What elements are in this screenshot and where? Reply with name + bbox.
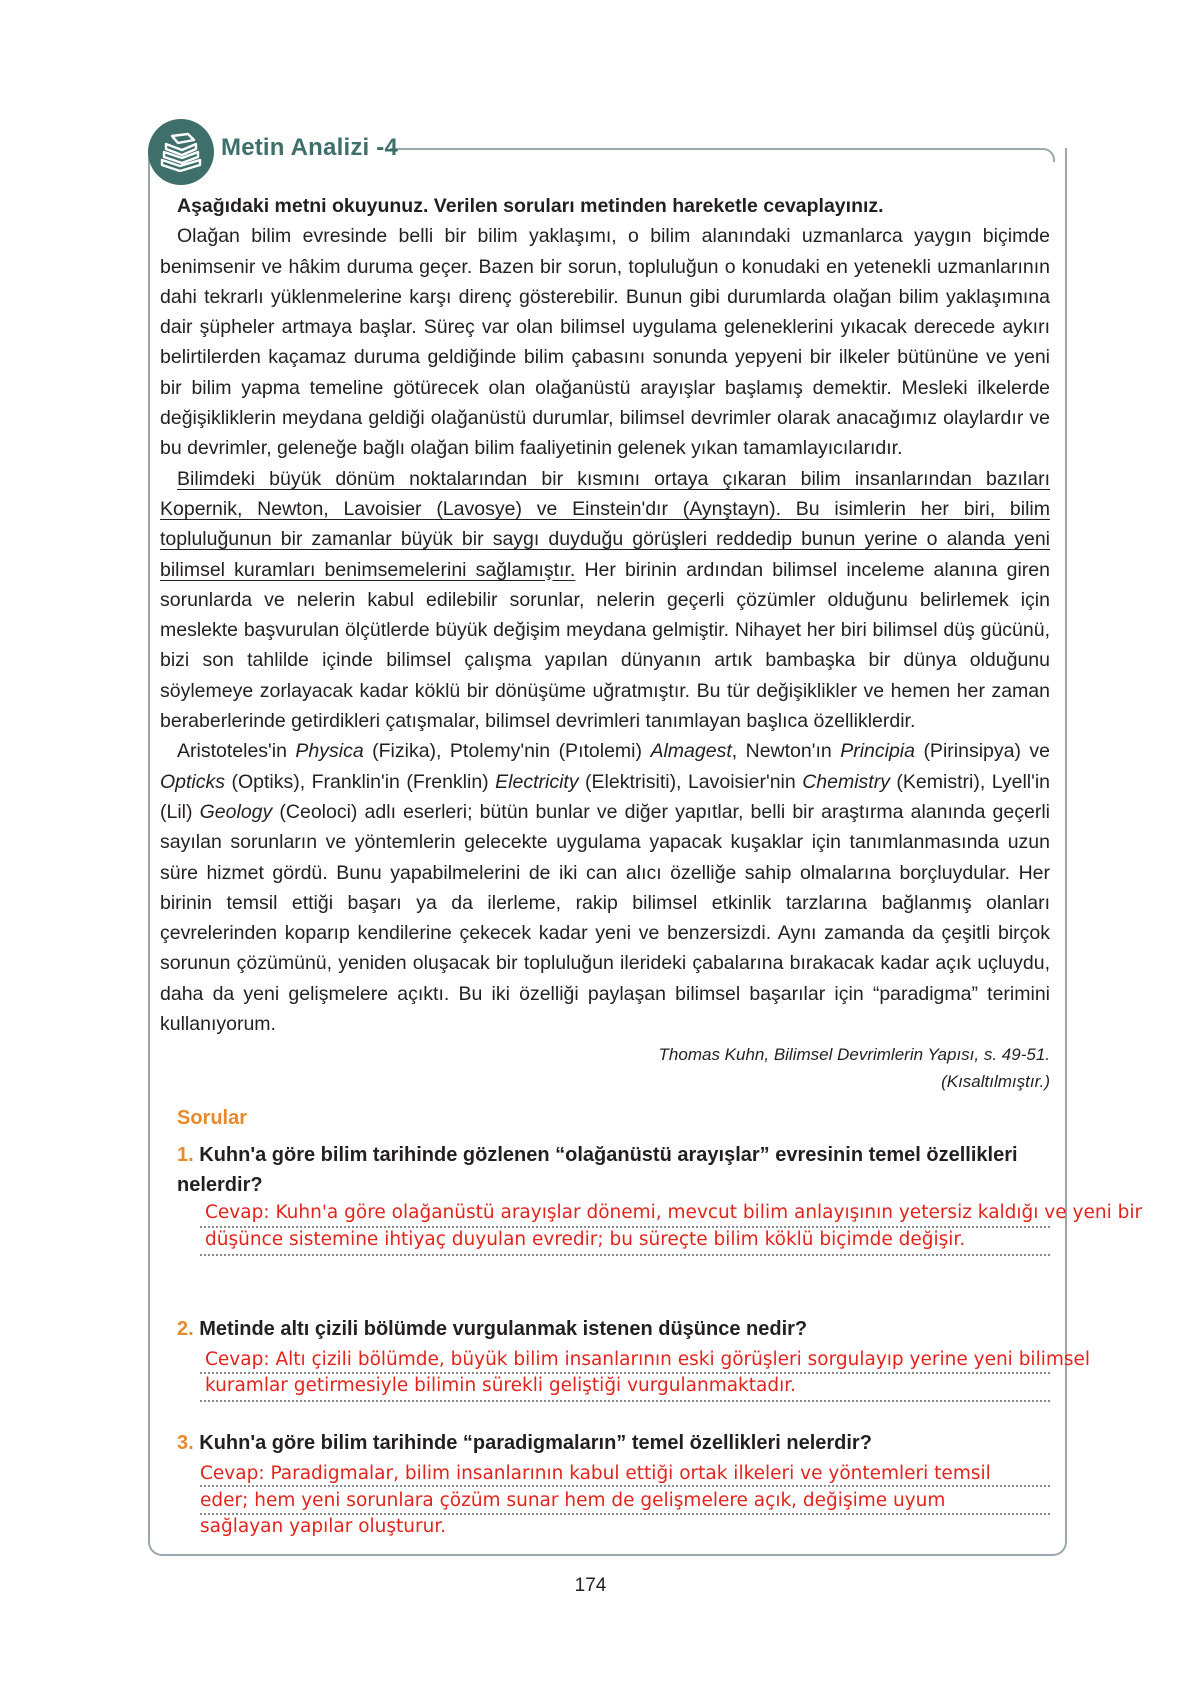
paragraph-3 bbox=[160, 736, 1050, 1039]
book-title: Chemistry bbox=[802, 770, 890, 793]
p3-text: (Optiks), Franklin'in (Frenklin) bbox=[225, 770, 496, 793]
p3-text: (Pirinsipya) ve bbox=[914, 740, 1051, 763]
page-number: 174 bbox=[574, 1575, 607, 1596]
p3-text: , Newton'ın bbox=[731, 740, 841, 763]
p3-text: (Elektrisiti), Lavoisier'nin bbox=[578, 770, 803, 793]
question-number: 2. bbox=[177, 1317, 194, 1340]
answer-line[interactable] bbox=[200, 1254, 1050, 1256]
p3-text: (Fizika), Ptolemy'nin (Pıtolemi) bbox=[363, 740, 651, 763]
answer-2-line-2: kuramlar getirmesiyle bilimin sürekli geliştiği vurgulanmaktadır. bbox=[205, 1375, 797, 1396]
paragraph-2-rest: Her birinin ardından bilimsel inceleme alanına giren sorunlarda ve nelerin kabul edilebilir sorunlar, nelerin geçerli çözümler olduğunu belirlemek için meslekte başvurulan ölçütlerde büyük değişim meydana gelmiştir. Nihayet her biri bilimsel düş gücünü, bizi son tahlilde içinde bilimsel çalışma yapılan dünyanın artık bambaşka bir dünya olduğunu söylemeye zorlayacak kadar köklü bir dönüşüme uğratmıştır. Bu tür değişiklikler ve hemen her zaman beraberlerinde getirdikleri çatışmalar, bilimsel devrimleri tanımlayan başlıca özelliklerdir. bbox=[160, 558, 1050, 733]
p3-text: Aristoteles'in bbox=[177, 740, 296, 763]
question-1 bbox=[160, 1140, 1050, 1200]
book-title: Opticks bbox=[160, 770, 226, 793]
source-note: (Kısaltılmıştır.) bbox=[941, 1072, 1050, 1092]
book-title: Electricity bbox=[495, 770, 579, 793]
text-body bbox=[160, 191, 1050, 1458]
answer-1-line-2: düşünce sistemine ihtiyaç duyulan evredir; bu süreçte bilim köklü biçimde değişir. bbox=[205, 1229, 966, 1250]
source-citation: Thomas Kuhn, Bilimsel Devrimlerin Yapısı, s. 49-51. bbox=[658, 1045, 1050, 1065]
question-text: Metinde altı çizili bölümde vurgulanmak istenen düşünce nedir? bbox=[199, 1317, 808, 1340]
p3-text: (Ceoloci) adlı eserleri; bütün bunlar ve diğer yapıtlar, belli bir araştırma alanında geçerli sayılan sorunların ve yöntemlerin gelecekte uygulama yapacak kuşaklar için tanımlanmasında uzun süre hizmet gördü. Bunu yapabilmelerini de iki can alıcı özelliğe sahip olmalarına borçluydular. Her birinin temsil ettiği başarı ya da ilerleme, rakip bilimsel etkinlik tarzlarına bağlanmış olanları çevrelerinden koparıp kendilerine çekecek kadar yeni ve benzersizdi. Aynı zamanda da çeşitli birçok sorunun çözümünü, yeniden oluşacak bir topluluğun ilerideki çabalarına bırakacak kadar açık uçluydu, daha da yeni gelişmelere açıktı. Bu iki özelliği paylaşan bilimsel başarılar için “paradigma” terimini kullanıyorum. bbox=[160, 800, 1051, 1036]
question-text: Kuhn'a göre bilim tarihinde “paradigmaların” temel özellikleri nelerdir? bbox=[199, 1431, 872, 1454]
question-3 bbox=[160, 1428, 1050, 1458]
book-title: Physica bbox=[295, 740, 364, 763]
p3-text: (Kemistri), Lyell'in (Lil) bbox=[160, 770, 1051, 823]
paragraph-1: Olağan bilim evresinde belli bir bilim yaklaşımı, o bilim alanındaki uzmanlarca yaygın biçimde benimsenir ve hâkim duruma geçer. Bazen bir sorun, topluluğun o konudaki en yetenekli uzmanlarının dahi tekrarlı yüklenmelerine karşı direnç gösterebilir. Bunun gibi durumlarda olağan bilim yaklaşımına dair şüpheler artmaya başlar. Süreç var olan bilimsel uygulama geleneklerini yıkacak derecede aykırı belirtilerden kaçamaz duruma geldiğinde bilim çabasını sonunda yepyeni bir ilkeler bütününe ve yeni bir bilim yapma temeline götürecek olan olağanüstü arayışlar başlamış demektir. Mesleki ilkelerde değişikliklerin meydana geldiği olağanüstü durumlar, bilimsel devrimler olarak anacağımız olaylardır ve bu devrimler, geleneğe bağlı olağan bilim faaliyetinin gelenek yıkan tamamlayıcılarıdır. bbox=[160, 225, 1050, 460]
book-title: Geology bbox=[199, 800, 273, 823]
book-title: Principia bbox=[840, 740, 915, 763]
answer-2-line-1: Cevap: Altı çizili bölümde, büyük bilim insanlarının eski görüşleri sorgulayıp yerine yeni bilimsel bbox=[205, 1349, 1091, 1370]
questions-heading: Sorular bbox=[177, 1107, 248, 1130]
book-title: Almagest bbox=[650, 740, 732, 763]
answer-3-line-3: sağlayan yapılar oluşturur. bbox=[200, 1516, 447, 1537]
question-2 bbox=[160, 1314, 1050, 1344]
underlined-passage: Bilimdeki büyük dönüm noktalarından bir kısmını ortaya çıkaran bilim insanlarından bazıları Kopernik, Newton, Lavoisier (Lavosye) ve Einstein'dır (Aynştayn). Bu isimlerin her biri, bilim topluluğunun bir zamanlar büyük bir saygı duyduğu görüşleri reddedip bunun yerine o alanda yeni bilimsel kuramları benimsemelerini sağlamıştır. bbox=[160, 467, 1050, 581]
books-icon bbox=[148, 119, 214, 185]
instruction: Aşağıdaki metni okuyunuz. Verilen soruları metinden hareketle cevaplayınız. bbox=[177, 195, 884, 217]
answer-3-line-1: Cevap: Paradigmalar, bilim insanlarının kabul ettiği ortak ilkeleri ve yöntemleri temsil bbox=[200, 1463, 991, 1484]
question-number: 3. bbox=[177, 1431, 194, 1454]
answer-3-line-2: eder; hem yeni sorunlara çözüm sunar hem de gelişmelere açık, değişime uyum bbox=[200, 1490, 946, 1511]
content-frame-top bbox=[390, 148, 1055, 162]
answer-line[interactable] bbox=[200, 1400, 1050, 1402]
answer-1-line-1: Cevap: Kuhn'a göre olağanüstü arayışlar dönemi, mevcut bilim anlayışının yetersiz kaldığı ve yeni bir bbox=[205, 1202, 1143, 1223]
paragraph-2 bbox=[160, 464, 1050, 737]
question-text: Kuhn'a göre bilim tarihinde gözlenen “olağanüstü arayışlar” evresinin temel özellikleri nelerdir? bbox=[177, 1143, 1018, 1196]
section-title: Metin Analizi -4 bbox=[221, 134, 398, 161]
question-number: 1. bbox=[177, 1143, 194, 1166]
